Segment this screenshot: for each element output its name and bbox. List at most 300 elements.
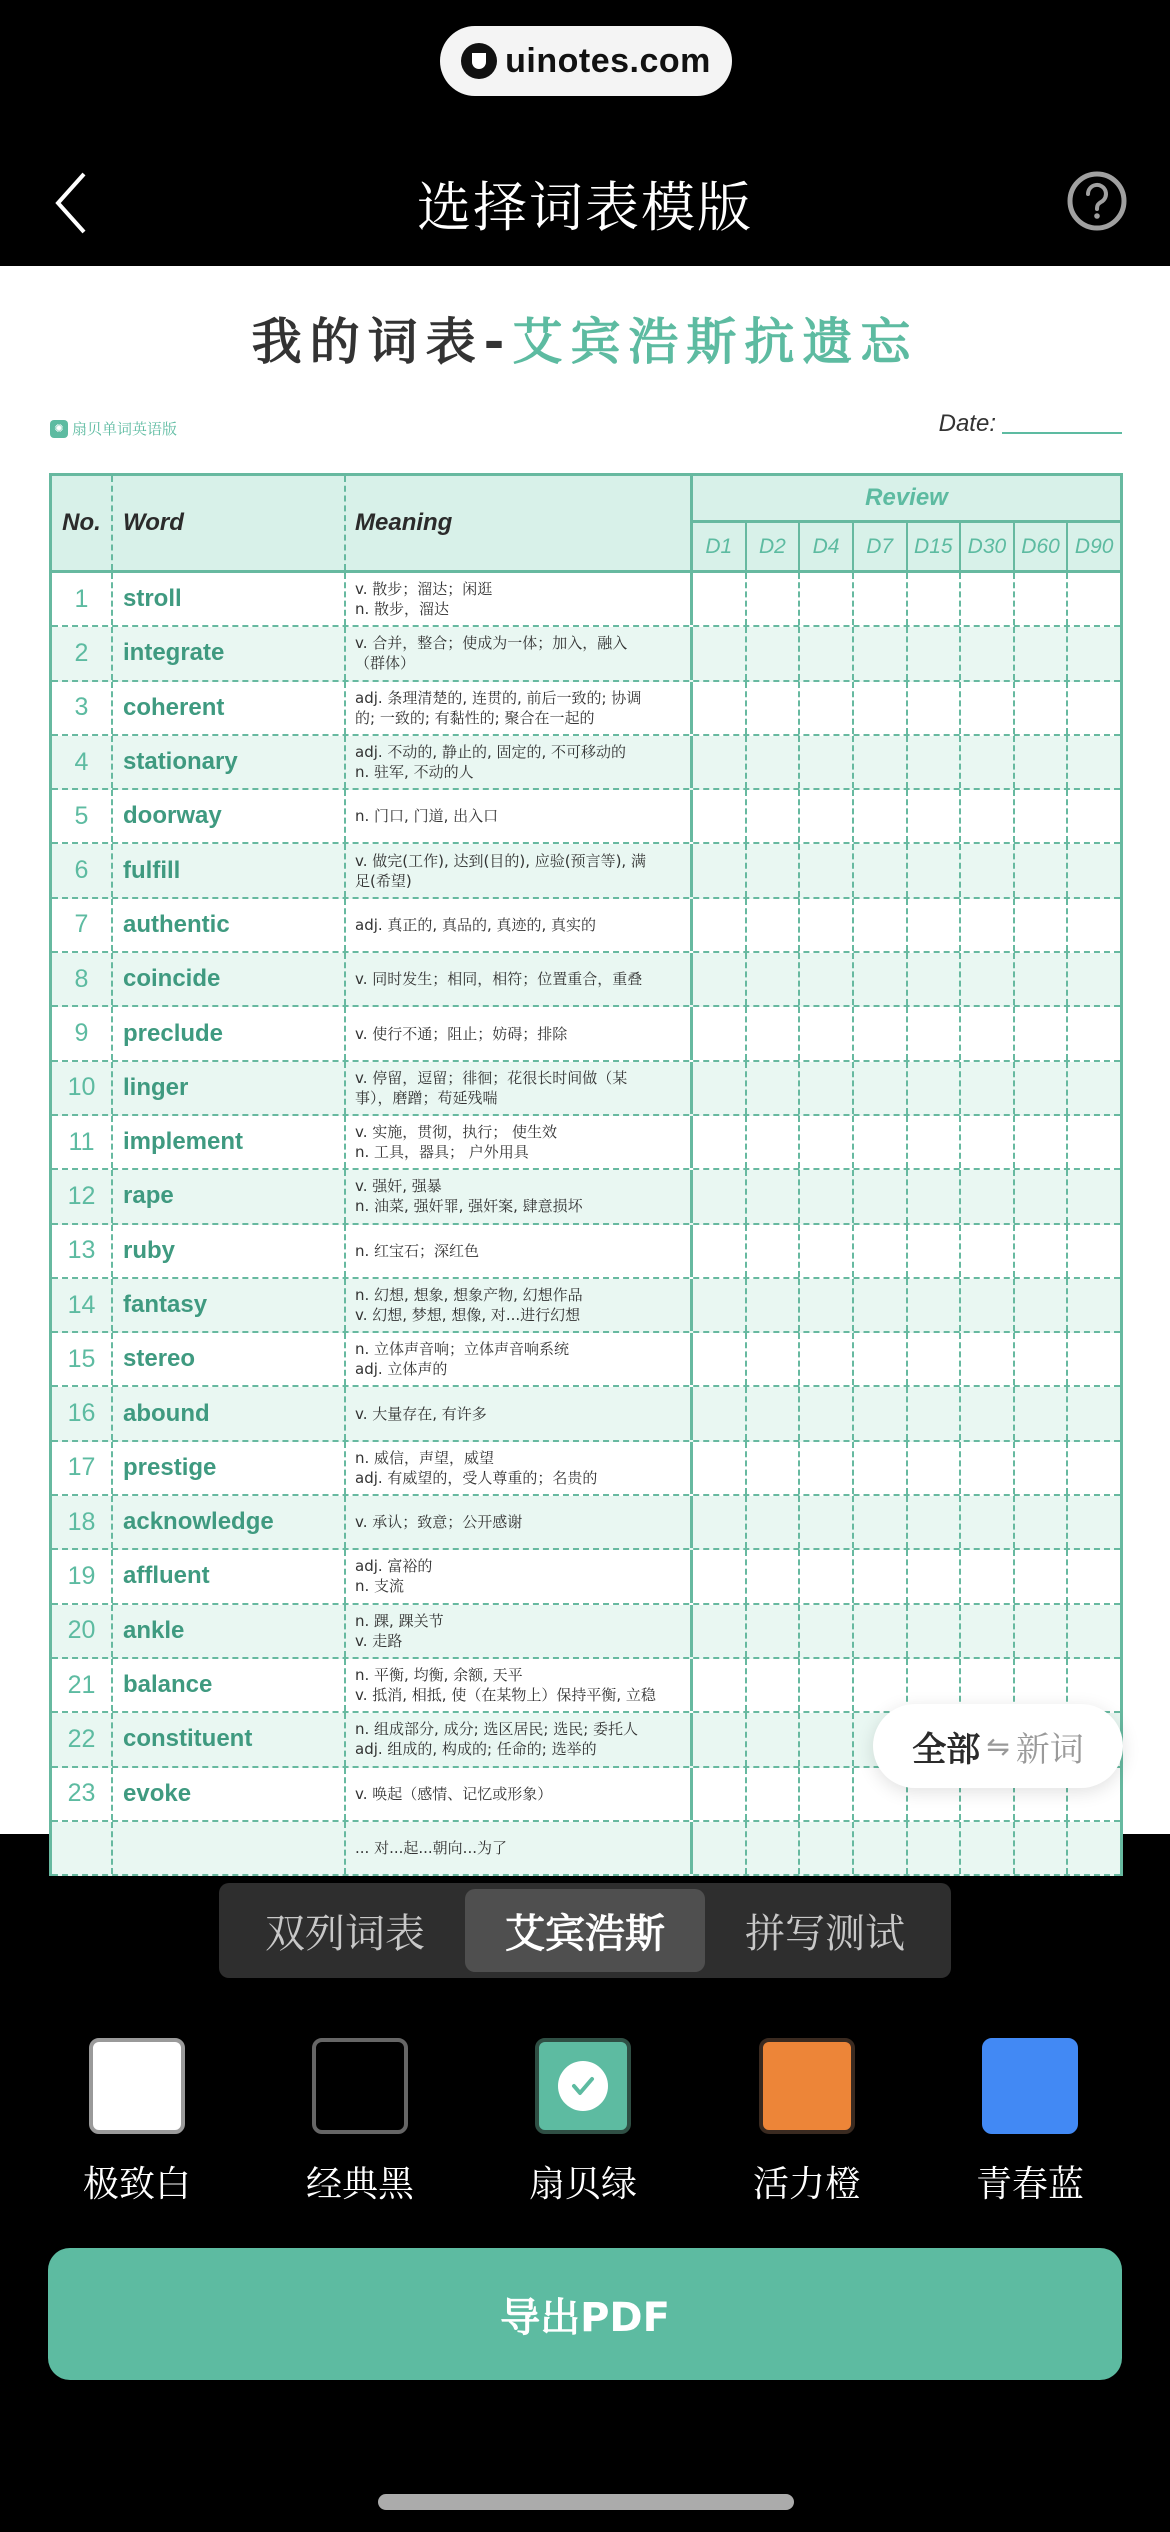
review-cell-d1[interactable] [693,1550,747,1602]
review-cell-d90[interactable] [1068,1279,1120,1331]
table-row [52,1225,1120,1279]
review-checkboxes [690,844,1120,896]
review-cell-d2[interactable] [747,1659,801,1711]
review-cell-d2[interactable] [747,844,801,896]
row-number: 16 [52,1387,113,1439]
review-cell-d30[interactable] [961,1442,1015,1494]
meaning-line: adj. 富裕的 [355,1557,433,1576]
review-cell-d60[interactable] [1015,1333,1069,1385]
review-cell-d7[interactable] [854,1062,908,1114]
row-meaning [346,573,690,625]
review-cell-d7[interactable] [854,1387,908,1439]
template-preview[interactable] [0,266,1170,1857]
table-row [52,790,1120,844]
table-row [52,1279,1120,1333]
meaning-line: adj. 组成的, 构成的; 任命的; 选举的 [355,1740,597,1759]
review-cell-d4[interactable] [800,736,854,788]
meaning-line: v. 幻想, 梦想, 想像, 对...进行幻想 [355,1306,581,1324]
row-word: integrate [113,627,346,679]
review-cell-d90[interactable] [1068,899,1120,951]
review-cell-d2[interactable] [747,573,801,625]
table-row [52,1605,1120,1659]
header-meaning: Meaning [355,509,453,536]
review-cell-d1[interactable] [693,1605,747,1657]
review-cell-d1[interactable] [693,1387,747,1439]
meaning-line: v. 强奸, 强暴 [355,1177,442,1196]
tab-template-1[interactable]: 艾宾浩斯 [465,1889,705,1972]
meaning-line: n. 立体声音响；立体声音响系统 [355,1340,570,1359]
review-checkboxes [690,1170,1120,1222]
review-cell-d1[interactable] [693,1279,747,1331]
word-table [49,473,1123,1876]
review-cell-d90[interactable] [1068,1007,1120,1059]
row-meaning [346,1062,690,1114]
review-cell-d2[interactable] [747,1550,801,1602]
review-cell-d60[interactable] [1015,899,1069,951]
table-row [52,1442,1120,1496]
review-cell-d30[interactable] [961,627,1015,679]
review-cell-d7[interactable] [854,627,908,679]
review-cell-d15[interactable] [908,1279,962,1331]
review-cell-d15[interactable] [908,1062,962,1114]
meaning-line: n. 威信，声望，威望 [355,1448,495,1467]
uinotes-logo-icon [461,43,497,79]
row-word: evoke [113,1768,346,1820]
review-cell-d30[interactable] [961,899,1015,951]
review-cell-d90[interactable] [1068,1496,1120,1548]
review-cell-d15[interactable] [908,1116,962,1168]
review-cell-d90[interactable] [1068,844,1120,896]
chevron-left-icon [48,168,98,238]
review-cell-d30[interactable] [961,736,1015,788]
review-cell-d1[interactable] [693,1442,747,1494]
review-cell-d60[interactable] [1015,844,1069,896]
review-cell-d30[interactable] [961,1225,1015,1277]
theme-swatch[interactable] [89,2038,185,2134]
review-checkboxes [690,1550,1120,1602]
table-row [52,1822,1120,1876]
review-cell-d1[interactable] [693,1713,747,1765]
row-word: linger [113,1062,346,1114]
review-cell-d2[interactable] [747,1442,801,1494]
row-word: coherent [113,682,346,734]
review-checkboxes [690,1822,1120,1874]
word-filter-toggle[interactable] [873,1704,1123,1788]
header-no: No. [52,476,113,570]
theme-swatch[interactable] [982,2038,1078,2134]
home-indicator [378,2494,794,2510]
review-day-d1: D1 [693,523,747,570]
review-day-d30: D30 [961,523,1015,570]
review-cell-d7[interactable] [854,1659,908,1711]
review-cell-d4[interactable] [800,1496,854,1548]
review-cell-d4[interactable] [800,1659,854,1711]
review-cell-d90[interactable] [1068,627,1120,679]
table-row [52,627,1120,681]
review-cell-d90[interactable] [1068,1116,1120,1168]
template-tabs [219,1883,951,1978]
review-cell-d7[interactable] [854,1496,908,1548]
row-meaning [346,1713,690,1765]
review-cell-d15[interactable] [908,1387,962,1439]
document-title [0,302,1170,374]
review-cell-d4[interactable] [800,790,854,842]
review-cell-d90[interactable] [1068,1387,1120,1439]
theme-option-0[interactable] [57,2038,217,2207]
date-underline [1002,432,1122,434]
review-cell-d30[interactable] [961,1279,1015,1331]
review-cell-d15[interactable] [908,736,962,788]
review-cell-d15[interactable] [908,1822,962,1874]
review-cell-d90[interactable] [1068,1605,1120,1657]
review-cell-d1[interactable] [693,1225,747,1277]
review-cell-d90[interactable] [1068,1550,1120,1602]
review-cell-d60[interactable] [1015,1496,1069,1548]
meaning-line: adj. 真正的, 真品的, 真迹的, 真实的 [355,915,597,934]
table-row [52,953,1120,1007]
review-cell-d1[interactable] [693,844,747,896]
review-cell-d15[interactable] [908,899,962,951]
review-cell-d1[interactable] [693,1116,747,1168]
watermark-badge [440,26,732,96]
theme-option-2[interactable] [503,2038,663,2207]
review-checkboxes [690,790,1120,842]
help-button[interactable] [1066,170,1128,232]
row-meaning [346,1333,690,1385]
review-cell-d15[interactable] [908,1007,962,1059]
review-cell-d1[interactable] [693,1822,747,1874]
review-cell-d60[interactable] [1015,1605,1069,1657]
review-cell-d7[interactable] [854,1007,908,1059]
row-word: fulfill [113,844,346,896]
review-cell-d1[interactable] [693,1768,747,1820]
review-cell-d2[interactable] [747,1713,801,1765]
brand-label [50,418,177,439]
review-cell-d4[interactable] [800,1442,854,1494]
review-cell-d4[interactable] [800,1822,854,1874]
review-cell-d4[interactable] [800,1225,854,1277]
row-meaning [346,1605,690,1657]
review-cell-d30[interactable] [961,573,1015,625]
review-cell-d90[interactable] [1068,736,1120,788]
review-cell-d60[interactable] [1015,1225,1069,1277]
review-cell-d60[interactable] [1015,627,1069,679]
review-cell-d30[interactable] [961,1333,1015,1385]
review-cell-d1[interactable] [693,736,747,788]
review-cell-d7[interactable] [854,1225,908,1277]
table-row [52,573,1120,627]
review-checkboxes [690,1605,1120,1657]
review-cell-d15[interactable] [908,1605,962,1657]
meaning-line: v. 停留，逗留；徘徊；花很长时间做（某 [355,1068,628,1087]
review-cell-d90[interactable] [1068,1822,1120,1874]
swap-arrows-icon: ⇋ [986,1729,1010,1763]
review-cell-d60[interactable] [1015,1116,1069,1168]
review-checkboxes [690,1007,1120,1059]
review-checkboxes [690,953,1120,1005]
review-day-d90: D90 [1074,534,1114,558]
review-cell-d4[interactable] [800,899,854,951]
table-row [52,1496,1120,1550]
theme-picker [0,2038,1170,2205]
review-cell-d30[interactable] [961,1007,1015,1059]
tab-template-2[interactable]: 拼写测试 [745,1911,905,1957]
review-cell-d60[interactable] [1015,682,1069,734]
review-cell-d2[interactable] [747,1768,801,1820]
review-cell-d4[interactable] [800,1116,854,1168]
meaning-line: v. 大量存在, 有许多 [355,1404,487,1423]
row-meaning [346,1387,690,1439]
review-checkboxes [690,736,1120,788]
review-cell-d2[interactable] [747,1170,801,1222]
row-meaning [346,1116,690,1168]
review-cell-d2[interactable] [747,1225,801,1277]
table-row [52,736,1120,790]
review-cell-d1[interactable] [693,1659,747,1711]
review-cell-d7[interactable] [854,1170,908,1222]
review-cell-d90[interactable] [1068,1225,1120,1277]
date-label: Date: [938,410,996,437]
review-cell-d2[interactable] [747,1062,801,1114]
review-cell-d30[interactable] [961,1116,1015,1168]
review-checkboxes [690,573,1120,625]
review-cell-d1[interactable] [693,790,747,842]
review-cell-d7[interactable] [854,899,908,951]
review-cell-d15[interactable] [908,1550,962,1602]
review-cell-d4[interactable] [800,1550,854,1602]
review-cell-d7[interactable] [854,682,908,734]
review-cell-d1[interactable] [693,573,747,625]
table-row [52,1170,1120,1224]
review-cell-d60[interactable] [1015,1007,1069,1059]
review-cell-d60[interactable] [1015,573,1069,625]
review-cell-d15[interactable] [908,1496,962,1548]
review-cell-d7[interactable] [854,1550,908,1602]
review-cell-d7[interactable] [854,1333,908,1385]
tab-template-0[interactable]: 双列词表 [265,1911,425,1957]
back-button[interactable] [48,168,98,238]
review-cell-d2[interactable] [747,790,801,842]
review-cell-d2[interactable] [747,1116,801,1168]
review-cell-d1[interactable] [693,1496,747,1548]
theme-swatch[interactable] [759,2038,855,2134]
theme-option-1[interactable] [280,2038,440,2207]
row-word: preclude [113,1007,346,1059]
row-word: coincide [113,953,346,1005]
review-cell-d7[interactable] [854,953,908,1005]
row-meaning [346,899,690,951]
review-cell-d15[interactable] [908,953,962,1005]
row-number: 12 [52,1170,113,1222]
review-cell-d7[interactable] [854,790,908,842]
row-number: 21 [52,1659,113,1711]
review-cell-d4[interactable] [800,1768,854,1820]
meaning-line: v. 使行不通；阻止；妨碍；排除 [355,1024,568,1043]
review-cell-d60[interactable] [1015,1279,1069,1331]
row-meaning [346,1822,690,1874]
filter-new: 新词 [1015,1729,1084,1770]
review-cell-d60[interactable] [1015,1442,1069,1494]
review-cell-d1[interactable] [693,1062,747,1114]
review-cell-d30[interactable] [961,844,1015,896]
meaning-line: n. 支流 [355,1577,405,1596]
review-cell-d15[interactable] [908,682,962,734]
review-cell-d4[interactable] [800,1007,854,1059]
meaning-line: adj. 立体声的 [355,1360,448,1379]
theme-label: 活力橙 [752,2164,861,2205]
review-cell-d60[interactable] [1015,1822,1069,1874]
review-cell-d4[interactable] [800,1062,854,1114]
review-cell-d30[interactable] [961,1170,1015,1222]
review-cell-d30[interactable] [961,953,1015,1005]
review-cell-d1[interactable] [693,1333,747,1385]
review-day-d7: D7 [854,523,908,570]
review-cell-d4[interactable] [800,573,854,625]
review-cell-d7[interactable] [854,736,908,788]
row-meaning [346,1225,690,1277]
row-meaning [346,1442,690,1494]
review-cell-d2[interactable] [747,627,801,679]
review-cell-d30[interactable] [961,1496,1015,1548]
review-cell-d7[interactable] [854,1822,908,1874]
title-suffix: 艾宾浩斯抗遗忘 [512,313,919,371]
meaning-line: 的; 一致的; 有黏性的; 聚合在一起的 [355,708,595,727]
review-cell-d60[interactable] [1015,1387,1069,1439]
review-cell-d1[interactable] [693,627,747,679]
row-number: 23 [52,1768,113,1820]
shanbay-logo-icon: ✺ [50,420,68,438]
review-cell-d7[interactable] [854,573,908,625]
theme-option-4[interactable] [950,2038,1110,2207]
row-word: acknowledge [113,1496,346,1548]
theme-swatch[interactable] [535,2038,631,2134]
review-cell-d4[interactable] [800,1170,854,1222]
review-cell-d30[interactable] [961,1605,1015,1657]
review-cell-d7[interactable] [854,844,908,896]
review-cell-d60[interactable] [1015,736,1069,788]
table-row [52,1333,1120,1387]
review-cell-d2[interactable] [747,1279,801,1331]
row-word: abound [113,1387,346,1439]
theme-swatch[interactable] [312,2038,408,2134]
review-cell-d60[interactable] [1015,953,1069,1005]
review-cell-d2[interactable] [747,1387,801,1439]
review-cell-d30[interactable] [961,1062,1015,1114]
review-cell-d1[interactable] [693,1170,747,1222]
review-cell-d2[interactable] [747,1496,801,1548]
meaning-line: v. 同时发生；相同，相符；位置重合，重叠 [355,970,643,989]
review-cell-d15[interactable] [908,573,962,625]
review-checkboxes [690,1496,1120,1548]
review-cell-d15[interactable] [908,844,962,896]
review-cell-d15[interactable] [908,1225,962,1277]
review-cell-d2[interactable] [747,736,801,788]
theme-label: 青春蓝 [975,2164,1084,2205]
review-cell-d30[interactable] [961,1550,1015,1602]
row-word: implement [113,1116,346,1168]
review-cell-d2[interactable] [747,899,801,951]
review-cell-d30[interactable] [961,1822,1015,1874]
review-cell-d1[interactable] [693,953,747,1005]
brand-text: 扇贝单词英语版 [72,420,178,438]
review-cell-d60[interactable] [1015,1550,1069,1602]
review-cell-d90[interactable] [1068,682,1120,734]
review-days [693,523,1120,570]
row-word: stereo [113,1333,346,1385]
checkmark-icon [558,2061,608,2111]
review-cell-d15[interactable] [908,790,962,842]
review-cell-d15[interactable] [908,1170,962,1222]
review-checkboxes [690,1387,1120,1439]
review-cell-d90[interactable] [1068,790,1120,842]
table-header [52,476,1120,573]
review-cell-d2[interactable] [747,1007,801,1059]
review-cell-d4[interactable] [800,1279,854,1331]
review-cell-d4[interactable] [800,1713,854,1765]
navigation-bar [0,140,1170,266]
review-checkboxes [690,1279,1120,1331]
review-cell-d4[interactable] [800,1605,854,1657]
review-cell-d4[interactable] [800,627,854,679]
review-cell-d1[interactable] [693,899,747,951]
meaning-line: adj. 条理清楚的, 连贯的, 前后一致的; 协调 [355,688,642,707]
review-cell-d7[interactable] [854,1116,908,1168]
row-meaning [346,682,690,734]
review-cell-d7[interactable] [854,1442,908,1494]
review-cell-d15[interactable] [908,627,962,679]
row-number: 11 [52,1116,113,1168]
review-cell-d60[interactable] [1015,1170,1069,1222]
review-cell-d15[interactable] [908,1333,962,1385]
review-cell-d4[interactable] [800,844,854,896]
review-cell-d60[interactable] [1015,790,1069,842]
review-cell-d2[interactable] [747,1822,801,1874]
review-cell-d15[interactable] [908,1442,962,1494]
review-cell-d2[interactable] [747,1333,801,1385]
review-cell-d90[interactable] [1068,1333,1120,1385]
review-cell-d2[interactable] [747,953,801,1005]
review-cell-d60[interactable] [1015,1062,1069,1114]
theme-option-3[interactable] [727,2038,887,2207]
review-cell-d2[interactable] [747,682,801,734]
review-cell-d90[interactable] [1068,953,1120,1005]
review-cell-d2[interactable] [747,1605,801,1657]
review-cell-d90[interactable] [1068,573,1120,625]
review-cell-d7[interactable] [854,1605,908,1657]
review-cell-d4[interactable] [800,1387,854,1439]
review-cell-d4[interactable] [800,953,854,1005]
review-cell-d90[interactable] [1068,1442,1120,1494]
review-cell-d90[interactable] [1068,1170,1120,1222]
export-pdf-button[interactable]: 导出PDF [48,2248,1122,2380]
meaning-line: n. 散步，溜达 [355,600,450,619]
row-number: 13 [52,1225,113,1277]
review-cell-d1[interactable] [693,1007,747,1059]
review-cell-d30[interactable] [961,790,1015,842]
review-cell-d7[interactable] [854,1279,908,1331]
review-cell-d4[interactable] [800,1333,854,1385]
review-checkboxes [690,1116,1120,1168]
review-cell-d30[interactable] [961,682,1015,734]
row-number: 18 [52,1496,113,1548]
review-cell-d4[interactable] [800,682,854,734]
review-cell-d90[interactable] [1068,1062,1120,1114]
row-word: affluent [113,1550,346,1602]
table-row [52,682,1120,736]
review-cell-d1[interactable] [693,682,747,734]
header-review [690,476,1120,570]
review-cell-d30[interactable] [961,1387,1015,1439]
